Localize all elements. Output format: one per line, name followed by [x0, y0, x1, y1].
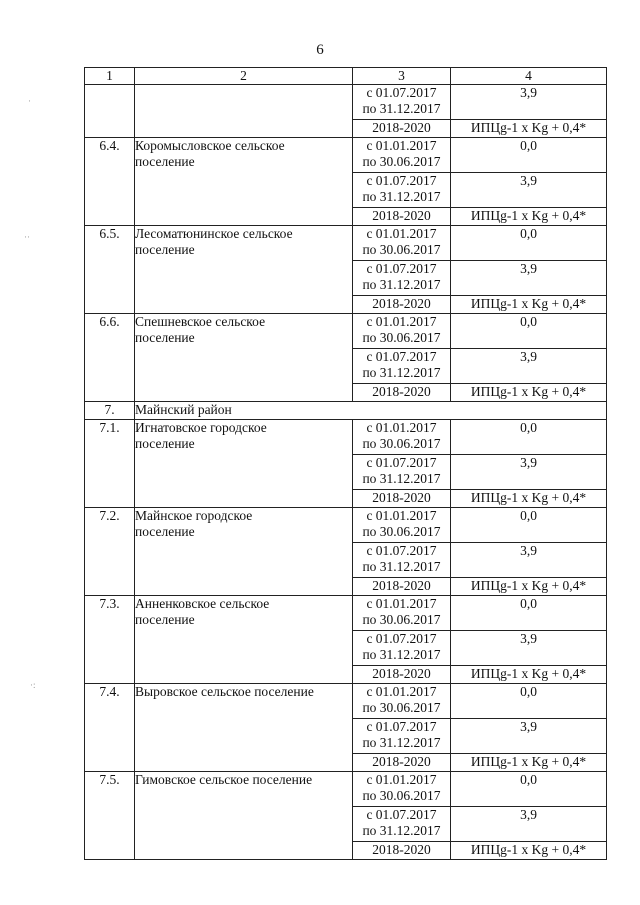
row-number: 7.5. — [85, 772, 135, 860]
value-cell: ИПЦg-1 x Kg + 0,4* — [451, 490, 607, 508]
period-start: с 01.07.2017 — [366, 349, 437, 364]
period-end: по 30.06.2017 — [362, 436, 441, 451]
period-start: с 01.01.2017 — [366, 138, 437, 153]
value-cell: ИПЦg-1 x Kg + 0,4* — [451, 296, 607, 314]
period-cell — [353, 719, 451, 754]
period-start: 2018-2020 — [372, 384, 431, 399]
settlement-name-line: Лесоматюнинское сельское — [135, 226, 293, 241]
row-number: 7.3. — [85, 596, 135, 684]
period-start: 2018-2020 — [372, 208, 431, 223]
period-start: с 01.07.2017 — [366, 631, 437, 646]
period-end: по 30.06.2017 — [362, 154, 441, 169]
settlement-name — [135, 420, 353, 508]
table-row — [85, 85, 607, 120]
period-cell — [353, 842, 451, 860]
period-cell — [353, 138, 451, 173]
settlement-name-line: Анненковское сельское — [135, 596, 270, 611]
value-cell: ИПЦg-1 x Kg + 0,4* — [451, 208, 607, 226]
period-end: по 31.12.2017 — [362, 559, 441, 574]
settlement-name-line: Выровское сельское поселение — [135, 684, 314, 699]
table-row — [85, 420, 607, 455]
scan-speck: ·: — [30, 680, 36, 690]
row-number — [85, 85, 135, 138]
header-col-3: 3 — [353, 68, 451, 85]
value-cell: ИПЦg-1 x Kg + 0,4* — [451, 384, 607, 402]
settlement-name — [135, 684, 353, 772]
settlement-name — [135, 596, 353, 684]
settlement-name-line: Игнатовское городское — [135, 420, 267, 435]
district-number: 7. — [85, 402, 135, 420]
table-row — [85, 596, 607, 631]
row-number: 6.6. — [85, 314, 135, 402]
period-start: 2018-2020 — [372, 666, 431, 681]
header-col-4: 4 — [451, 68, 607, 85]
period-start: с 01.07.2017 — [366, 455, 437, 470]
period-end: по 31.12.2017 — [362, 471, 441, 486]
settlement-name-line: поселение — [135, 330, 195, 345]
period-cell — [353, 85, 451, 120]
district-row — [85, 402, 607, 420]
period-end: по 30.06.2017 — [362, 524, 441, 539]
period-start: с 01.07.2017 — [366, 807, 437, 822]
period-cell — [353, 208, 451, 226]
period-start: с 01.01.2017 — [366, 314, 437, 329]
period-cell — [353, 543, 451, 578]
value-cell: 3,9 — [451, 349, 607, 384]
period-cell — [353, 384, 451, 402]
value-cell: 3,9 — [451, 807, 607, 842]
period-cell — [353, 666, 451, 684]
value-cell: 3,9 — [451, 455, 607, 490]
period-end: по 31.12.2017 — [362, 823, 441, 838]
district-name: Майнский район — [135, 402, 607, 420]
period-start: 2018-2020 — [372, 754, 431, 769]
settlement-name — [135, 226, 353, 314]
period-cell — [353, 226, 451, 261]
period-end: по 30.06.2017 — [362, 700, 441, 715]
tariff-table-body — [85, 68, 607, 860]
period-start: с 01.01.2017 — [366, 226, 437, 241]
settlement-name-line: Майнское городское — [135, 508, 253, 523]
settlement-name — [135, 508, 353, 596]
table-row — [85, 226, 607, 261]
value-cell: 3,9 — [451, 631, 607, 666]
period-end: по 30.06.2017 — [362, 612, 441, 627]
period-end: по 31.12.2017 — [362, 365, 441, 380]
row-number: 7.1. — [85, 420, 135, 508]
period-end: по 31.12.2017 — [362, 189, 441, 204]
settlement-name — [135, 772, 353, 860]
value-cell: ИПЦg-1 x Kg + 0,4* — [451, 842, 607, 860]
table-row — [85, 138, 607, 173]
period-start: с 01.01.2017 — [366, 684, 437, 699]
value-cell: 0,0 — [451, 138, 607, 173]
period-end: по 31.12.2017 — [362, 647, 441, 662]
table-header-row — [85, 68, 607, 85]
value-cell: ИПЦg-1 x Kg + 0,4* — [451, 120, 607, 138]
period-cell — [353, 261, 451, 296]
period-start: 2018-2020 — [372, 842, 431, 857]
value-cell: 0,0 — [451, 226, 607, 261]
settlement-name-line: поселение — [135, 154, 195, 169]
page-number: 6 — [316, 42, 324, 58]
period-end: по 30.06.2017 — [362, 242, 441, 257]
value-cell: ИПЦg-1 x Kg + 0,4* — [451, 666, 607, 684]
value-cell: 0,0 — [451, 772, 607, 807]
period-cell — [353, 631, 451, 666]
period-start: с 01.01.2017 — [366, 508, 437, 523]
period-start: с 01.01.2017 — [366, 596, 437, 611]
period-cell — [353, 455, 451, 490]
period-cell — [353, 772, 451, 807]
scan-speck: ·· — [24, 232, 30, 242]
value-cell: 0,0 — [451, 314, 607, 349]
period-cell — [353, 314, 451, 349]
period-cell — [353, 684, 451, 719]
header-col-2: 2 — [135, 68, 353, 85]
period-cell — [353, 807, 451, 842]
settlement-name — [135, 314, 353, 402]
period-start: с 01.07.2017 — [366, 719, 437, 734]
value-cell: 0,0 — [451, 684, 607, 719]
period-start: 2018-2020 — [372, 490, 431, 505]
period-cell: 2018-2020 — [353, 120, 451, 138]
value-cell: 0,0 — [451, 420, 607, 455]
period-cell — [353, 596, 451, 631]
period-end: по 30.06.2017 — [362, 330, 441, 345]
period-start: с 01.07.2017 — [366, 261, 437, 276]
value-cell: 3,9 — [451, 543, 607, 578]
settlement-name-line: поселение — [135, 242, 195, 257]
settlement-name-line: Гимовское сельское поселение — [135, 772, 313, 787]
settlement-name-line: Коромысловское сельское — [135, 138, 285, 153]
table-row — [85, 508, 607, 543]
value-cell: ИПЦg-1 x Kg + 0,4* — [451, 578, 607, 596]
period-cell — [353, 508, 451, 543]
period-end: по 31.12.2017 — [362, 101, 441, 116]
row-number: 7.2. — [85, 508, 135, 596]
period-start: 2018-2020 — [372, 296, 431, 311]
settlement-name — [135, 85, 353, 138]
row-number: 6.5. — [85, 226, 135, 314]
period-start: с 01.01.2017 — [366, 772, 437, 787]
period-start: с 01.01.2017 — [366, 420, 437, 435]
period-cell — [353, 349, 451, 384]
period-end: по 30.06.2017 — [362, 788, 441, 803]
period-start: 2018-2020 — [372, 578, 431, 593]
value-cell: 3,9 — [451, 261, 607, 296]
period-cell — [353, 490, 451, 508]
table-row — [85, 684, 607, 719]
settlement-name-line: Спешневское сельское — [135, 314, 266, 329]
period-cell — [353, 173, 451, 208]
table-row — [85, 314, 607, 349]
value-cell: 3,9 — [451, 173, 607, 208]
settlement-name-line: поселение — [135, 524, 195, 539]
period-cell — [353, 578, 451, 596]
period-cell — [353, 420, 451, 455]
value-cell: 0,0 — [451, 508, 607, 543]
value-cell: 3,9 — [451, 85, 607, 120]
value-cell: 0,0 — [451, 596, 607, 631]
period-start: с 01.07.2017 — [366, 85, 437, 100]
settlement-name — [135, 138, 353, 226]
row-number: 7.4. — [85, 684, 135, 772]
row-number: 6.4. — [85, 138, 135, 226]
period-cell — [353, 296, 451, 314]
period-end: по 31.12.2017 — [362, 735, 441, 750]
value-cell: 3,9 — [451, 719, 607, 754]
period-start: с 01.07.2017 — [366, 173, 437, 188]
tariff-table — [84, 67, 607, 860]
settlement-name-line: поселение — [135, 436, 195, 451]
settlement-name-line: поселение — [135, 612, 195, 627]
scan-speck: · — [28, 96, 31, 106]
period-end: по 31.12.2017 — [362, 277, 441, 292]
value-cell: ИПЦg-1 x Kg + 0,4* — [451, 754, 607, 772]
header-col-1: 1 — [85, 68, 135, 85]
period-cell — [353, 754, 451, 772]
table-row — [85, 772, 607, 807]
period-start: с 01.07.2017 — [366, 543, 437, 558]
